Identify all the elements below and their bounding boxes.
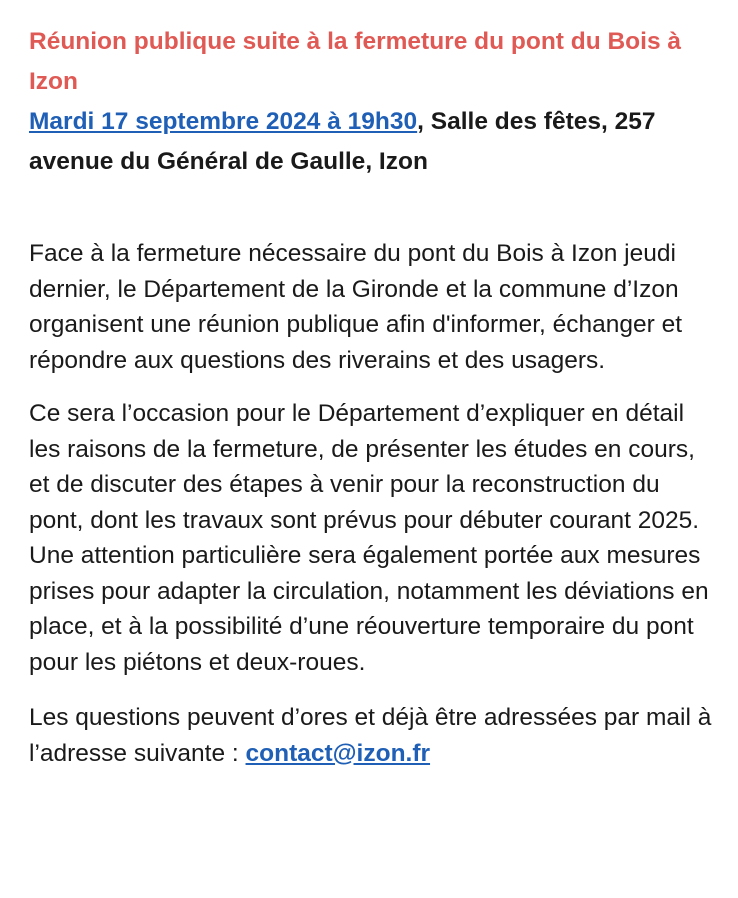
announcement [29, 22, 719, 771]
paragraph-details: Ce sera l’occasion pour le Département d’expliquer en détail les raisons de la fermeture, de présenter les études en cours, et de discuter des étapes à venir pour la reconstruction du pont, dont les travaux sont prévus pour débuter courant 2025. Une attention particulière sera également portée aux mesures prises pour adapter la circulation, notamment les déviations en place, et à la possibilité d’une réouverture temporaire du pont pour les piétons et deux-roues. [29, 400, 709, 676]
announcement-title: Réunion publique suite à la fermeture du pont du Bois à Izon [29, 28, 682, 95]
event-details [29, 102, 719, 182]
contact-text: Les questions peuvent d’ores et déjà être adressées par mail à l’adresse suivante : [29, 704, 712, 767]
paragraph-contact [29, 700, 719, 771]
contact-email-link[interactable]: contact@izon.fr [245, 739, 431, 767]
paragraph-intro: Face à la fermeture nécessaire du pont du Bois à Izon jeudi dernier, le Département de la Gironde et la commune d’Izon organisent une réunion publique afin d'informer, échanger et répondre aux questions des riverains et des usagers. [29, 240, 683, 374]
event-date-link[interactable]: Mardi 17 septembre 2024 à 19h30 [29, 108, 418, 135]
event-location: , Salle des fêtes, 257 avenue du Général de Gaulle, Izon [29, 108, 656, 175]
